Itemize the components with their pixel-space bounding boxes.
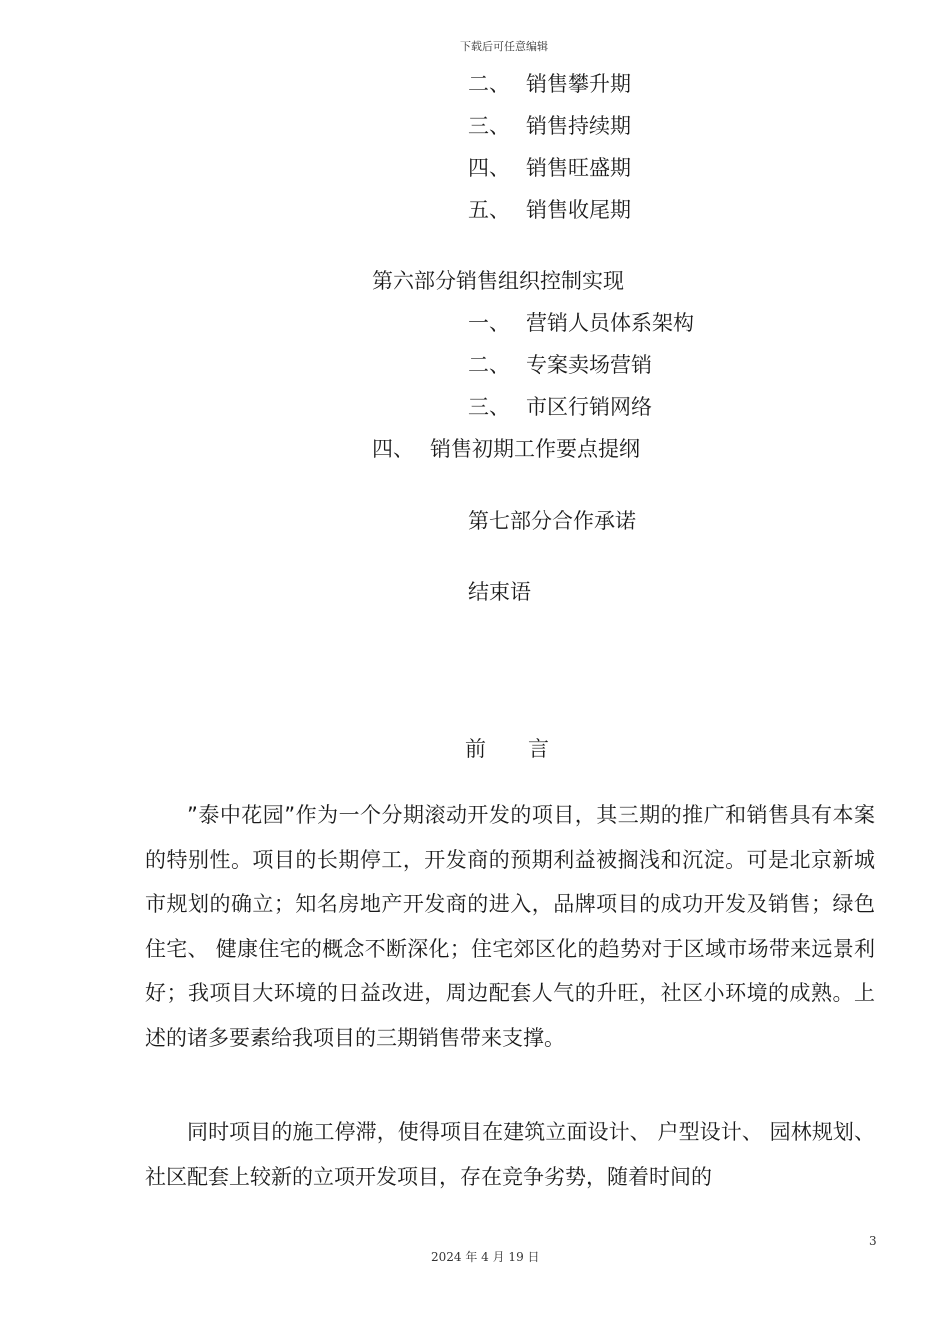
toc-item <box>468 307 694 337</box>
toc-item <box>468 391 652 421</box>
toc-item-number: 三、 <box>468 395 510 419</box>
header-note: 下载后可任意编辑 <box>460 40 548 53</box>
preface-heading: 前 言 <box>465 737 549 761</box>
preface-paragraph-2: 同时项目的施工停滞，使得项目在建筑立面设计、 户型设计、 园林规划、 社区配套上较新的立项开发项目，存在竞争劣势，随着时间的 <box>145 1120 875 1189</box>
toc-item <box>372 433 640 463</box>
toc-item-number: 四、 <box>372 437 414 461</box>
toc-part6-title: 第六部分销售组织控制实现 <box>372 269 624 293</box>
toc-part7-title: 第七部分合作承诺 <box>468 509 636 533</box>
footer-date: 2024 年 4 月 19 日 <box>431 1250 540 1264</box>
toc-item-number: 三、 <box>468 114 510 138</box>
toc-item-text: 市区行销网络 <box>526 395 652 419</box>
page-number: 3 <box>869 1234 877 1248</box>
toc-item-text: 销售持续期 <box>526 114 631 138</box>
toc-item-text: 销售初期工作要点提纲 <box>430 437 640 461</box>
toc-item <box>468 68 631 98</box>
preface-paragraph-1: ”泰中花园”作为一个分期滚动开发的项目，其三期的推广和销售具有本案的特别性。项目的长期停工，开发商的预期利益被搁浅和沉淀。可是北京新城市规划的确立；知名房地产开发商的进入，品牌项目的成功开发及销售；绿色住宅、 健康住宅的概念不断深化；住宅郊区化的趋势对于区域市场带来远景利好；我项目大环境的日益改进，周边配套人气的升旺，社区小环境的成熟。上述的诸多要素给我项目的三期销售带来支撑。 <box>145 803 875 1050</box>
toc-item-number: 四、 <box>468 156 510 180</box>
toc-item <box>468 349 652 379</box>
toc-item-number: 一、 <box>468 311 510 335</box>
toc-item <box>468 152 631 182</box>
toc-item-number: 二、 <box>468 72 510 96</box>
toc-item <box>468 110 631 140</box>
toc-item-text: 销售攀升期 <box>526 72 631 96</box>
toc-item-text: 销售旺盛期 <box>526 156 631 180</box>
toc-item <box>468 194 631 224</box>
toc-ending: 结束语 <box>468 580 531 604</box>
toc-item-text: 专案卖场营销 <box>526 353 652 377</box>
toc-item-number: 五、 <box>468 198 510 222</box>
toc-item-text: 营销人员体系架构 <box>526 311 694 335</box>
toc-item-text: 销售收尾期 <box>526 198 631 222</box>
toc-item-number: 二、 <box>468 353 510 377</box>
